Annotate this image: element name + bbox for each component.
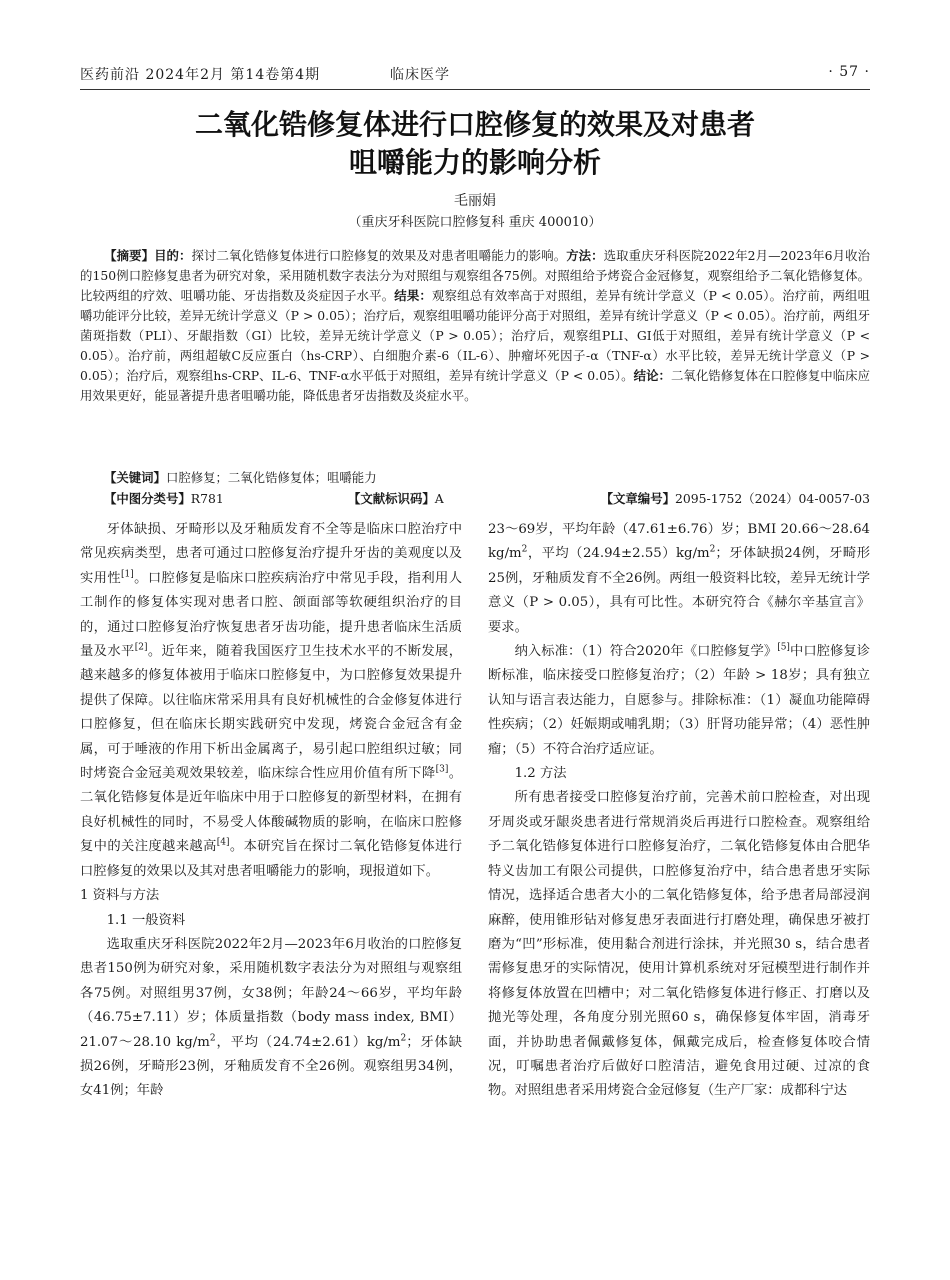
abstract-label: 【摘要】 — [104, 248, 155, 263]
section-name: 临床医学 — [390, 67, 450, 83]
citation-4: [4] — [216, 837, 230, 848]
general-info-continued — [488, 518, 870, 640]
subsection-heading-1-1: 1.1 一般资料 — [106, 912, 186, 928]
keywords-label: 【关键词】 — [104, 470, 166, 485]
header-rule — [80, 89, 870, 90]
section-heading-1: 1 资料与方法 — [80, 888, 160, 904]
superscript-2: 2 — [400, 1033, 407, 1044]
criteria-text-1: 纳入标准：（1）符合2020年《口腔修复学》 — [514, 644, 778, 660]
general-info-text-4: 23～69岁，平均年龄（47.61±6.76）岁；BMI 20.66～28.64 kg/m — [488, 522, 870, 562]
title-line-1: 二氧化锆修复体进行口腔修复的效果及对患者 — [194, 108, 755, 141]
subsection-heading-1-2: 1.2 方法 — [514, 766, 567, 782]
citation-1: [1] — [121, 569, 134, 580]
general-info-text-3: ；牙体缺损26例，牙畸形23例，牙釉质发育不全26例。观察组男34例，女41例；年龄 — [80, 1034, 462, 1099]
superscript-2: 2 — [709, 544, 716, 555]
methods-label: 方法： — [566, 248, 604, 263]
citation-5: [5] — [777, 642, 790, 653]
article-label: 【文章编号】 — [600, 491, 675, 506]
article-value: 2095-1752（2024）04-0057-03 — [674, 491, 870, 506]
author-affiliation: （重庆牙科医院口腔修复科 重庆 400010） — [348, 215, 602, 230]
classification-line — [80, 489, 870, 509]
results-label: 结果： — [394, 288, 432, 303]
citation-3: [3] — [435, 764, 449, 775]
intro-text-1: 牙体缺损、牙畸形以及牙釉质发育不全等是临床口腔治疗中常见疾病类型，患者可通过口腔修复治疗提升牙齿的美观度以及实用性 — [80, 522, 462, 586]
intro-paragraph — [80, 518, 462, 884]
keywords-text: 口腔修复；二氧化锆修复体；咀嚼能力 — [165, 470, 377, 485]
doc-value: A — [434, 491, 444, 506]
clc-label: 【中图分类号】 — [104, 491, 191, 506]
author-name: 毛丽娟 — [454, 193, 496, 209]
abstract-objective: 探讨二氧化锆修复体进行口腔修复的效果及对患者咀嚼能力的影响。 — [191, 248, 567, 263]
general-info-text-5: ，平均（24.94±2.55）kg/m — [527, 546, 710, 562]
general-info-text-1: 选取重庆牙科医院2022年2月—2023年6月收治的口腔修复患者150例为研究对象，采用随机数字表法分为对照组与观察组各75例。对照组男37例，女38例；年龄24～66岁，平均年龄（46.75±7.11）岁；体质量指数（body mass index, BMI）21.07～28.10 kg/m — [80, 936, 462, 1050]
journal-info: 医药前沿 2024年2月 第14卷第4期 — [80, 67, 321, 83]
superscript-2: 2 — [209, 1033, 216, 1044]
intro-text-4: 。二氧化锆修复体是近年临床中用于口腔修复的新型材料，在拥有良好机械性的同时，不易受人体酸碱物质的影响，在临床口腔修复中的关注度越来越高 — [80, 766, 463, 855]
intro-text-3: 。近年来，随着我国医疗卫生技术水平的不断发展，越来越多的修复体被用于临床口腔修复中，为口腔修复效果提升提供了保障。以往临床常采用具有良好机械性的合金修复体进行口腔修复，但在临床长期实践研究中发现，烤瓷合金冠含有金属，可于唾液的作用下析出金属离子，易引起口腔组织过敏；同时烤瓷合金冠美观效果较差，临床综合性应用价值有所下降 — [80, 644, 463, 782]
citation-2: [2] — [134, 642, 148, 653]
clc-number — [104, 489, 224, 509]
body-column-left — [80, 518, 462, 1104]
abstract-conclusion: 二氧化锆修复体在口腔修复中临床应用效果更好，能显著提升患者咀嚼功能，降低患者牙齿指数及炎症水平。 — [80, 368, 871, 403]
general-info-text-2: ，平均（24.74±2.61）kg/m — [215, 1034, 401, 1050]
body-column-right — [488, 518, 870, 1104]
article-title — [80, 106, 870, 182]
intro-text-2: 。口腔修复是临床口腔疾病治疗中常见手段，指利用人工制作的修复体实现对患者口腔、颌面部等软硬组织治疗的目的，通过口腔修复治疗恢复患者牙齿功能，提升患者临床生活质量及水平 — [80, 570, 463, 660]
methods-paragraph: 所有患者接受口腔修复治疗前，完善术前口腔检查，对出现牙周炎或牙龈炎患者进行常规消炎后再进行口腔检查。观察组给予二氧化锆修复体进行口腔修复治疗，二氧化锆修复体由合肥华特义齿加工有限公司提供，口腔修复治疗中，结合患者患牙实际情况，选择适合患者大小的二氧化锆修复体，给予患者局部浸润麻醉，使用锥形钻对修复患牙表面进行打磨处理，确保患牙被打磨为“凹”形标准，使用黏合剂进行涂抹，并光照30 s，结合患者需修复患牙的实际情况，使用计算机系统对牙冠模型进行制作并将修复体放置在凹槽中；对二氧化锆修复体进行修正、打磨以及抛光等处理，各角度分别光照60 s，确保修复体牢固，消毒牙面，并协助患者佩戴修复体，佩戴完成后，检查修复体咬合情况，叮嘱患者治疗后做好口腔清洁，避免食用过硬、过凉的食物。对照组患者采用烤瓷合金冠修复（生产厂家：成都科宁达 — [488, 790, 870, 1099]
keywords — [104, 468, 870, 488]
page-number: · 57 · — [828, 64, 870, 80]
superscript-2: 2 — [521, 544, 528, 555]
clc-value: R781 — [190, 491, 224, 506]
criteria-paragraph — [488, 640, 870, 762]
intro-text-5: 。本研究旨在探讨二氧化锆修复体进行口腔修复的效果以及其对患者咀嚼能力的影响，现报道如下。 — [80, 839, 463, 879]
abstract-methods: 选取重庆牙科医院2022年2月—2023年6月收治的150例口腔修复患者为研究对象，采用随机数字表法分为对照组与观察组各75例。对照组给予烤瓷合金冠修复，观察组给予二氧化锆修复体。比较两组的疗效、咀嚼功能、牙齿指数及炎症因子水平。 — [80, 248, 871, 303]
article-number — [601, 489, 870, 509]
objective-label: 目的： — [154, 248, 192, 263]
general-info-text-6: ；牙体缺损24例，牙畸形25例，牙釉质发育不全26例。两组一般资料比较，差异无统计学意义（P > 0.05），具有可比性。本研究符合《赫尔辛基宣言》要求。 — [488, 546, 870, 635]
general-info-paragraph — [80, 933, 462, 1104]
running-header — [80, 64, 870, 86]
abstract — [80, 246, 870, 406]
doc-label: 【文献标识码】 — [348, 491, 435, 506]
doc-code — [348, 489, 444, 509]
criteria-text-2: 中口腔修复诊断标准，临床接受口腔修复治疗；（2）年龄 > 18岁；具有独立认知与语言表达能力，自愿参与。排除标准：（1）凝血功能障碍性疾病；（2）妊娠期或哺乳期；（3）肝肾功能异常；（4）恶性肿瘤；（5）不符合治疗适应证。 — [488, 644, 870, 757]
conclusion-label: 结论： — [633, 368, 671, 383]
title-line-2: 咀嚼能力的影响分析 — [348, 146, 601, 179]
abstract-results: 观察组总有效率高于对照组，差异有统计学意义（P < 0.05）。治疗前，两组咀嚼功能评分比较，差异无统计学意义（P > 0.05）；治疗后，观察组咀嚼功能评分高于对照组，差异有统计学意义（P < 0.05）。治疗前，两组牙菌斑指数（PLI）、牙龈指数（GI）比较，差异无统计学意义（P > 0.05）；治疗后，观察组PLI、GI低于对照组，差异有统计学意义（P < 0.05）。治疗前，两组超敏C反应蛋白（hs-CRP）、白细胞介素-6（IL-6）、肿瘤坏死因子-α（TNF-α）水平比较，差异无统计学意义（P > 0.05）；治疗后，观察组hs-CRP、IL-6、TNF-α水平低于对照组，差异有统计学意义（P < 0.05）。 — [80, 288, 871, 383]
